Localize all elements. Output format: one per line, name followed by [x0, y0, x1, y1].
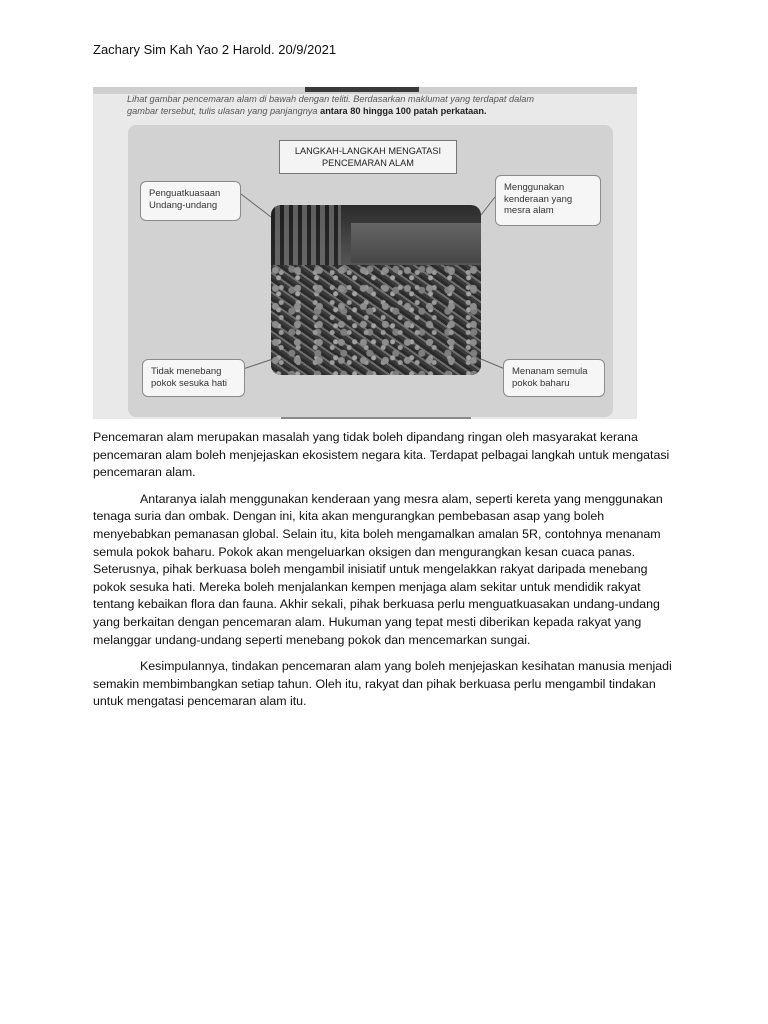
essay-paragraph-main: Antaranya ialah menggunakan kenderaan yang mesra alam, seperti kereta yang menggunakan tenaga suria dan ombak. Dengan ini, kita akan mengurangkan pembebasan asap yang boleh menyebabkan pemanasan global. Selain itu, kita boleh mengamalkan amalan 5R, contohnya menanam semula pokok baharu. Pokok akan mengeluarkan oksigen dan mengurangkan kesan cuaca panas. Seterusnya, pihak berkuasa boleh mengambil inisiatif untuk mengelakkan rakyat daripada menebang pokok sesuka hati. Mereka boleh menjalankan kempen menjaga alam sekitar untuk mendidik rakyat tentang kebaikan flora dan fauna. Akhir sekali, pihak berkuasa perlu menguatkuasakan undang-undang yang berkaitan dengan pencemaran alam. Hukuman yang tepat mesti diberikan kepada rakyat yang melanggar undang-undang seperti menebang pokok dan mencemarkan sungai. — [93, 491, 663, 647]
callout-text: Tidak menebang — [151, 366, 222, 377]
callout-text: Menanam semula — [512, 366, 588, 377]
callout-text: Menggunakan — [504, 182, 565, 193]
callout-text: Penguatkuasaan — [149, 188, 221, 199]
callout-text: mesra alam — [504, 205, 554, 216]
essay-body — [93, 429, 675, 720]
figure-bottom-rule — [281, 417, 471, 419]
instruction-word-limit: antara 80 hingga 100 patah perkataan. — [320, 106, 487, 116]
essay-paragraph-intro: Pencemaran alam merupakan masalah yang tidak boleh dipandang ringan oleh masyarakat kerana pencemaran alam boleh menjejaskan ekosistem negara kita. Terdapat pelbagai langkah untuk mengatasi pencemaran alam. — [93, 430, 670, 480]
callout-replant-trees — [503, 359, 605, 397]
callout-text: pokok baharu — [512, 377, 570, 389]
instruction-line-2: gambar tersebut, tulis ulasan yang panjangnya — [127, 106, 318, 116]
callout-law-enforcement — [140, 181, 241, 221]
instruction-line-1: Lihat gambar pencemaran alam di bawah dengan teliti. Berdasarkan maklumat yang terdapat dalam — [127, 94, 535, 104]
essay-paragraph-conclusion: Kesimpulannya, tindakan pencemaran alam yang boleh menjejaskan kesihatan manusia menjadi semakin membimbangkan setiap tahun. Oleh itu, rakyat dan pihak berkuasa perlu mengambil tindakan untuk mengatasi pencemaran alam itu. — [93, 659, 672, 709]
callout-text: pokok sesuka hati — [151, 377, 228, 389]
diagram-title-line-1: LANGKAH-LANGKAH MENGATASI — [294, 146, 442, 156]
callout-eco-vehicles — [495, 175, 601, 226]
callout-no-logging — [142, 359, 245, 397]
diagram-title-line-2: PENCEMARAN ALAM — [322, 158, 414, 168]
callout-text: kenderaan yang — [504, 193, 573, 205]
pollution-figure — [93, 87, 637, 419]
document-header: Zachary Sim Kah Yao 2 Harold. 20/9/2021 — [93, 42, 337, 57]
diagram-title-box — [279, 140, 457, 174]
callout-text: Undang-undang — [149, 199, 218, 211]
polluted-river-photo — [271, 205, 481, 375]
